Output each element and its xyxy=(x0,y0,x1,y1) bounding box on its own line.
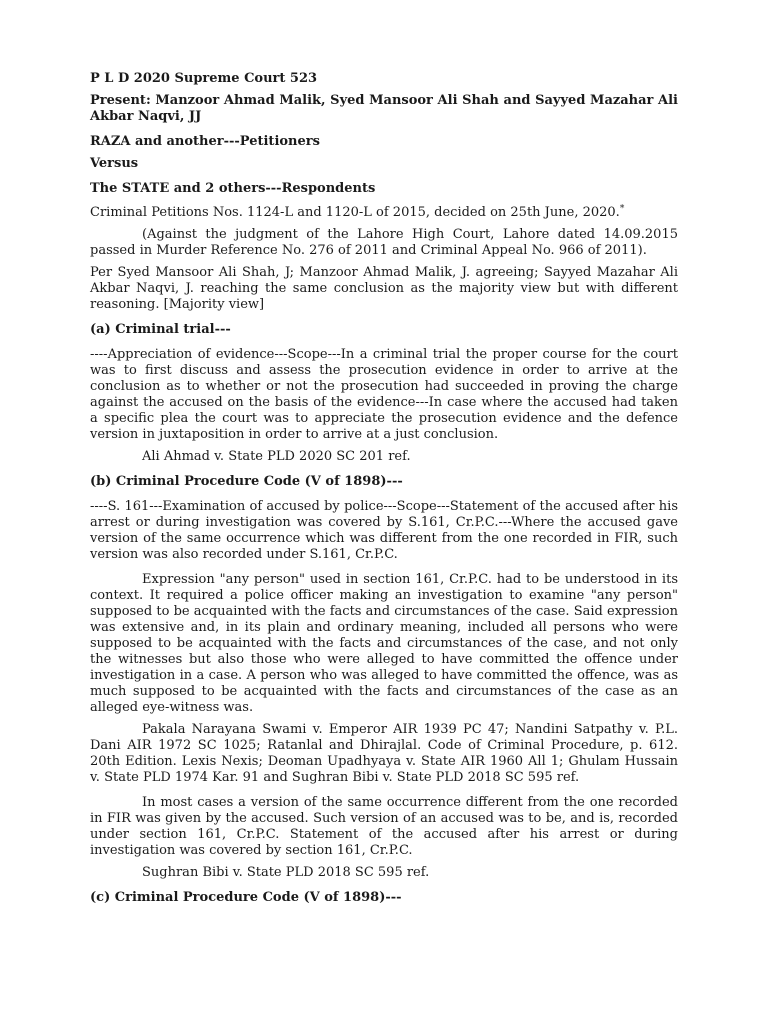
per-judges: Per Syed Mansoor Ali Shah, J; Manzoor Ahmad Malik, J. agreeing; Sayyed Mazahar Ali Akbar Naqvi, J. reaching the same conclusion as the majority view but with different reasoning. [Majority view] xyxy=(90,265,678,312)
against-judgment: (Against the judgment of the Lahore High Court, Lahore dated 14.09.2015 passed in Murder Reference No. 276 of 2011 and Criminal Appeal No. 966 of 2011). xyxy=(90,227,678,258)
bench: Present: Manzoor Ahmad Malik, Syed Mansoor Ali Shah and Sayyed Mazahar Ali Akbar Naqvi, JJ xyxy=(90,93,678,124)
heading-c: (c) Criminal Procedure Code (V of 1898)--- xyxy=(90,890,402,905)
case-details xyxy=(90,205,678,221)
document-page xyxy=(90,71,678,906)
footnote-marker: * xyxy=(619,204,625,214)
paragraph-a: ----Appreciation of evidence---Scope---In a criminal trial the proper course for the court was to first discuss and assess the prosecution evidence in order to arrive at the conclusion as to whether or not the prosecution had succeeded in proving the charge against the accused on the basis of the evidence---In case where the accused had taken a specific plea the court was to appreciate the prosecution evidence and the defence version in juxtaposition in order to arrive at a just conclusion. xyxy=(90,347,678,442)
versus: Versus xyxy=(90,156,139,171)
paragraph-b1: ----S. 161---Examination of accused by police---Scope---Statement of the accused after his arrest or during investigation was covered by S.161, Cr.P.C.---Where the accused gave version of the same occurrence which was different from the one recorded in FIR, such version was also recorded under S.161, Cr.P.C. xyxy=(90,499,678,562)
reference-b3: Sughran Bibi v. State PLD 2018 SC 595 ref. xyxy=(142,865,430,880)
heading-b: (b) Criminal Procedure Code (V of 1898)--- xyxy=(90,474,403,489)
petitions-text: Criminal Petitions Nos. 1124-L and 1120-L of 2015, decided on 25th June, 2020. xyxy=(90,205,620,220)
citation: P L D 2020 Supreme Court 523 xyxy=(90,71,318,86)
reference-b2: Pakala Narayana Swami v. Emperor AIR 1939 PC 47; Nandini Satpathy v. P.L. Dani AIR 1972 SC 1025; Ratanlal and Dhirajlal. Code of Criminal Procedure, p. 612. 20th Edition. Lexis Nexis; Deoman Upadhyaya v. State AIR 1960 All 1; Ghulam Hussain v. State PLD 1974 Kar. 91 and Sughran Bibi v. State PLD 2018 SC 595 ref. xyxy=(90,722,678,785)
respondents: The STATE and 2 others---Respondents xyxy=(90,181,376,196)
heading-a: (a) Criminal trial--- xyxy=(90,322,231,337)
paragraph-b2: Expression "any person" used in section 161, Cr.P.C. had to be understood in its context. It required a police officer making an investigation to examine "any person" supposed to be acquainted with the facts and circumstances of the case. Said expression was extensive and, in its plain and ordinary meaning, included all persons who were supposed to be acquainted with the facts and circumstances of the case, and not only the witnesses but also those who were alleged to have committed the offence under investigation in a case. A person who was alleged to have committed the offence, was as much supposed to be acquainted with the facts and circumstances of the case as an alleged eye-witness was. xyxy=(90,572,678,715)
petitioners: RAZA and another---Petitioners xyxy=(90,134,320,149)
paragraph-b3: In most cases a version of the same occurrence different from the one recorded in FIR was given by the accused. Such version of an accused was to be, and is, recorded under section 161, Cr.P.C. Statement of the accused after his arrest or during investigation was covered by section 161, Cr.P.C. xyxy=(90,795,678,858)
reference-a: Ali Ahmad v. State PLD 2020 SC 201 ref. xyxy=(142,449,411,464)
